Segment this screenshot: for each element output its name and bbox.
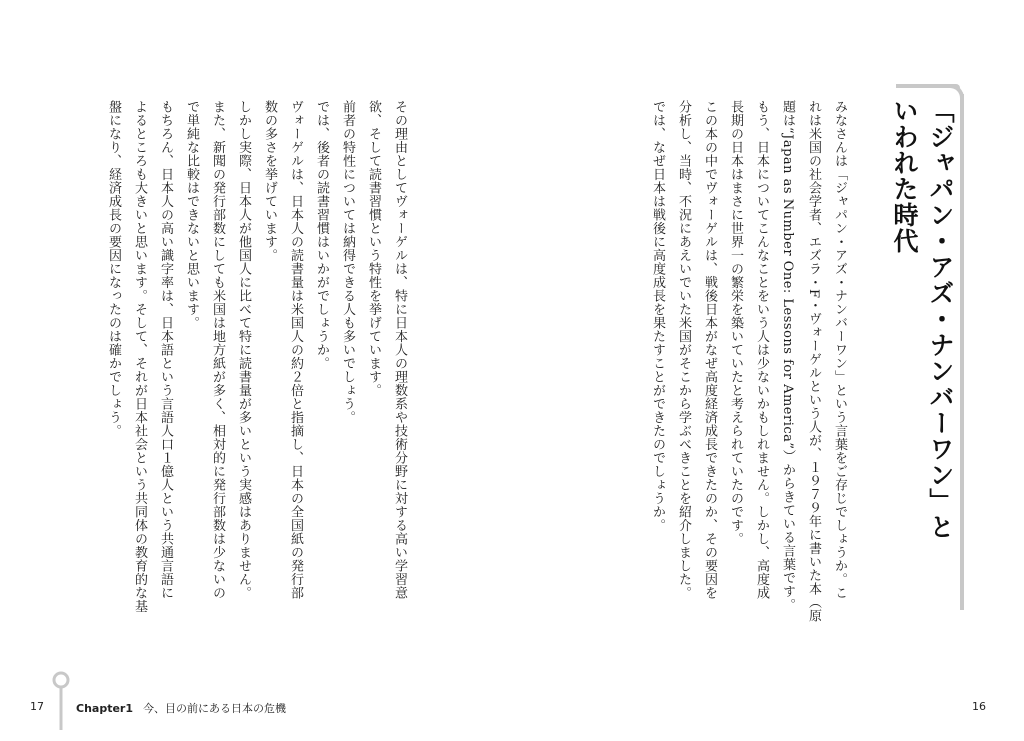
left-page-body: その理由としてヴォーゲルは、特に日本人の理数系や技術分野に対する高い学習意 欲、そして読書習慣という特性を挙げています。 前者の特性については納得できる人も多いでしょう。 では、後者の読書習慣はいかがでしょうか。 ヴォーゲルは、日本人の読書量は米国人の約２倍と指摘し、日本の全国紙の発行部 数の多さを挙げています。 しかし実際、日本人が他国人に比べて特に読書量が多いという実感はありません。 また、新聞の発行部数にしても米国は地方紙が多く、相対的に発行部数は少ないの で単純な比較はできないと思います。 もちろん、日本人の高い識字率は、日本語という言語人口１億人という共通言語に よるところも大きいと思います。そして、それが日本社会という共同体の教育的な基 盤になり、経済成長の要因になったのは確かでしょう。: [106, 100, 407, 613]
section-heading: 「ジャパン・アズ・ナンバーワン」と いわれた時代: [890, 98, 955, 540]
right-page-body: みなさんは「ジャパン・アズ・ナンバーワン」という言葉をご存じでしょうか。こ れは米国の社会学者、エズラ・F・ヴォーゲルという人が、１９７９年に書いた本（原 題は“Japan as Number One: Lessons for America”）からきている言葉です。 もう、日本についてこんなことをいう人は少ないかもしれません。しかし、高度成 長期の日本はまさに世界一の繁栄を築いていたと考えられていたのです。 この本の中でヴォーゲルは、戦後日本がなぜ高度経済成長できたのか、その要因を 分析し、当時、不況にあえいでいた米国がそこから学ぶべきことを紹介しました。 では、なぜ日本は戦後に高度成長を果たすことができたのでしょうか。: [650, 100, 847, 623]
heading-rule-side: [960, 94, 964, 610]
running-footer: [76, 700, 286, 716]
chapter-number: Chapter1: [76, 702, 133, 715]
page-number-left: 17: [30, 700, 44, 713]
chapter-mark-icon: [52, 670, 70, 730]
chapter-title: 今、目の前にある日本の危機: [143, 702, 286, 715]
page-number-right: 16: [972, 700, 986, 713]
